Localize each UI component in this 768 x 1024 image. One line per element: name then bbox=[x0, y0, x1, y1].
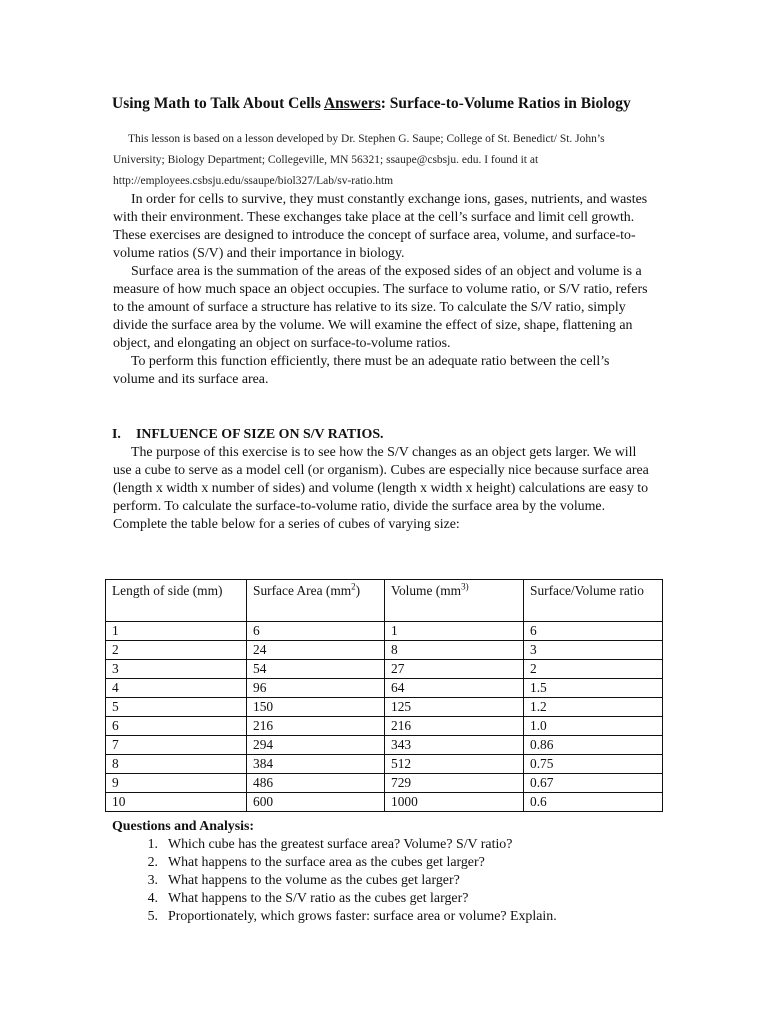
table-row bbox=[106, 793, 663, 812]
table-cell: 216 bbox=[247, 717, 385, 736]
question-number: 1. bbox=[147, 837, 158, 852]
table-cell: 6 bbox=[524, 622, 663, 641]
section-1-number: I. bbox=[112, 427, 121, 442]
header-surface-area: Surface Area $(mm^2)$ bbox=[247, 580, 385, 622]
title-answers: Answers bbox=[323, 95, 381, 112]
table-cell: 64 bbox=[385, 679, 524, 698]
header-ratio: Surface/Volume ratio bbox=[524, 580, 663, 622]
table-cell: 8 bbox=[106, 755, 247, 774]
document-title bbox=[112, 95, 712, 113]
table-cell: 1 bbox=[385, 622, 524, 641]
table-cell: 125 bbox=[385, 698, 524, 717]
table-cell: 1 bbox=[106, 622, 247, 641]
list-item bbox=[113, 854, 673, 872]
title-part-3: : Surface-to-Volume Ratios in Biology bbox=[380, 95, 631, 112]
table-row bbox=[106, 774, 663, 793]
section-1-heading bbox=[112, 427, 384, 443]
table-cell: 384 bbox=[247, 755, 385, 774]
table-row bbox=[106, 755, 663, 774]
table-row bbox=[106, 660, 663, 679]
intro-paragraph-1: In order for cells to survive, they must constantly exchange ions, gases, nutrients, and wastes with their environment. These exchanges take place at the cell’s surface and limit cell growth. These exercises are designed to introduce the concept of surface area, volume, and surface-to-volume ratios (S/V) and their importance in biology. bbox=[113, 192, 648, 261]
table-cell: 8 bbox=[385, 641, 524, 660]
credit-text: This lesson is based on a lesson developed by Dr. Stephen G. Saupe; College of St. Benedict/ St. John’s University; Biology Department; Collegeville, MN 56321; ssaupe@csbsju. edu. I found it at http://employees.csbsju.edu/ssaupe/biol327/Lab/sv-ratio.htm bbox=[113, 133, 605, 187]
table-cell: 2 bbox=[524, 660, 663, 679]
header-volume: Volume ($mm^{3)}$ bbox=[385, 580, 524, 622]
list-item bbox=[113, 890, 673, 908]
table-cell: 0.75 bbox=[524, 755, 663, 774]
question-number: 4. bbox=[147, 891, 158, 906]
table-body bbox=[106, 622, 663, 812]
question-number: 3. bbox=[147, 873, 158, 888]
table-cell: 0.86 bbox=[524, 736, 663, 755]
table-cell: 9 bbox=[106, 774, 247, 793]
questions-list bbox=[113, 836, 673, 926]
table-row bbox=[106, 641, 663, 660]
table-cell: 600 bbox=[247, 793, 385, 812]
question-number: 5. bbox=[147, 909, 158, 924]
table-cell: 1.5 bbox=[524, 679, 663, 698]
header-length: Length of side (mm) bbox=[106, 580, 247, 622]
table-row bbox=[106, 717, 663, 736]
table-cell: 24 bbox=[247, 641, 385, 660]
list-item bbox=[113, 908, 673, 926]
question-text: What happens to the volume as the cubes get larger? bbox=[168, 873, 460, 888]
table-cell: 96 bbox=[247, 679, 385, 698]
table-cell: 10 bbox=[106, 793, 247, 812]
table-cell: 512 bbox=[385, 755, 524, 774]
section-1-title: INFLUENCE OF SIZE ON S/V RATIOS. bbox=[136, 427, 384, 442]
table-cell: 6 bbox=[247, 622, 385, 641]
table-cell: 0.67 bbox=[524, 774, 663, 793]
title-part-1: Using Math to Talk About Cells bbox=[112, 95, 324, 112]
question-text: Which cube has the greatest surface area? Volume? S/V ratio? bbox=[168, 837, 513, 852]
table-cell: 294 bbox=[247, 736, 385, 755]
question-text: What happens to the surface area as the cubes get larger? bbox=[168, 855, 485, 870]
table-cell: 6 bbox=[106, 717, 247, 736]
table-cell: 150 bbox=[247, 698, 385, 717]
table-cell: 343 bbox=[385, 736, 524, 755]
table-cell: 3 bbox=[106, 660, 247, 679]
question-text: Proportionately, which grows faster: surface area or volume? Explain. bbox=[168, 909, 557, 924]
table-cell: 1.2 bbox=[524, 698, 663, 717]
table-cell: 486 bbox=[247, 774, 385, 793]
table-cell: 1.0 bbox=[524, 717, 663, 736]
intro-section bbox=[113, 191, 653, 389]
table-cell: 216 bbox=[385, 717, 524, 736]
table-row bbox=[106, 736, 663, 755]
table-row bbox=[106, 698, 663, 717]
question-number: 2. bbox=[147, 855, 158, 870]
table-cell: 27 bbox=[385, 660, 524, 679]
table-cell: 729 bbox=[385, 774, 524, 793]
table-cell: 2 bbox=[106, 641, 247, 660]
list-item bbox=[113, 836, 673, 854]
list-item bbox=[113, 872, 673, 890]
table-header-row bbox=[106, 580, 663, 622]
table-cell: 7 bbox=[106, 736, 247, 755]
table-cell: 3 bbox=[524, 641, 663, 660]
intro-paragraph-3: To perform this function efficiently, there must be an adequate ratio between the cell’s volume and its surface area. bbox=[113, 354, 610, 387]
section-1-text: The purpose of this exercise is to see how the S/V changes as an object gets larger. We will use a cube to serve as a model cell (or organism). Cubes are especially nice because surface area (length x width x number of sides) and volume (length x width x height) calculations are easy to perform. To calculate the surface-to-volume ratio, divide the surface area by the volume. Complete the table below for a series of cubes of varying size: bbox=[113, 445, 649, 532]
table-cell: 4 bbox=[106, 679, 247, 698]
table-cell: 54 bbox=[247, 660, 385, 679]
table-cell: 1000 bbox=[385, 793, 524, 812]
question-text: What happens to the S/V ratio as the cubes get larger? bbox=[168, 891, 469, 906]
sv-ratio-table bbox=[105, 579, 663, 812]
credit-note bbox=[113, 129, 658, 192]
table-cell: 5 bbox=[106, 698, 247, 717]
table-cell: 0.6 bbox=[524, 793, 663, 812]
intro-paragraph-2: Surface area is the summation of the areas of the exposed sides of an object and volume is a measure of how much space an object occupies. The surface to volume ratio, or S/V ratio, refers to the amount of surface a structure has relative to its size. To calculate the S/V ratio, simply divide the surface area by the volume. We will examine the effect of size, shape, flattening an object, and elongating an object on surface-to-volume ratios. bbox=[113, 264, 648, 351]
table-row bbox=[106, 622, 663, 641]
table-row bbox=[106, 679, 663, 698]
questions-title: Questions and Analysis: bbox=[112, 819, 255, 834]
